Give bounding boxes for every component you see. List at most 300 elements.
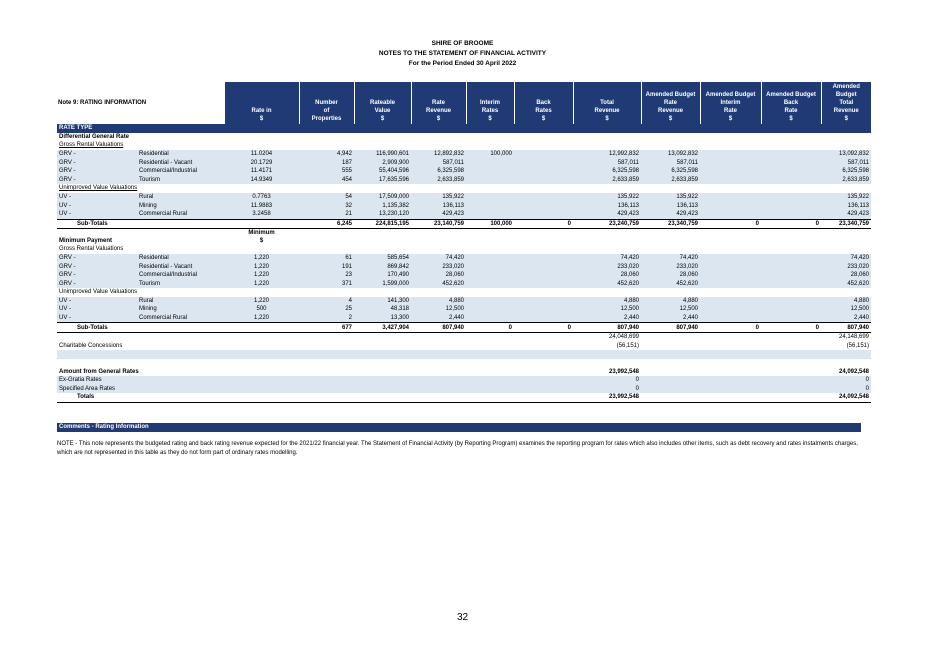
rate-description: Commercial/Industrial <box>137 167 224 176</box>
cell-num: 21 <box>299 210 354 219</box>
table-header-row <box>57 82 871 124</box>
cell-ab_int: 0 <box>700 323 761 333</box>
table-cell <box>700 333 761 342</box>
report-period: For the Period Ended 30 April 2022 <box>408 60 517 67</box>
cell-total: 135,922 <box>573 193 641 202</box>
table-cell <box>224 393 299 402</box>
cell-ab_back <box>761 176 821 185</box>
cell-ab_back <box>761 210 821 219</box>
table-cell <box>573 184 641 193</box>
table-cell <box>821 124 871 133</box>
table-cell <box>411 333 466 342</box>
column-header <box>514 82 573 124</box>
cell-ab_total: 807,940 <box>821 323 871 333</box>
table-row <box>57 262 871 271</box>
cell-total: 2,633,859 <box>573 176 641 185</box>
cell-ab_total: 74,420 <box>821 254 871 263</box>
total-revenue: 23,992,548 <box>608 368 640 375</box>
comments-heading: Comments - Rating Information <box>57 423 861 432</box>
table-cell <box>514 376 573 385</box>
cell-value: 17,509,000 <box>354 193 411 202</box>
table-cell <box>761 133 821 142</box>
column-header-line: $ <box>259 116 264 122</box>
cell-total: 74,420 <box>573 254 641 263</box>
cell-num: 555 <box>299 167 354 176</box>
column-header-line: $ <box>380 116 385 122</box>
cell-num: 187 <box>299 158 354 167</box>
table-cell <box>224 342 299 351</box>
cell-back <box>514 305 573 314</box>
table-cell <box>761 367 821 376</box>
cell-num: 4 <box>299 297 354 306</box>
cell-interim <box>466 280 514 289</box>
table-cell <box>641 393 700 402</box>
cell-ab_total: 23,340,759 <box>821 219 871 229</box>
rate-description: Commercial Rural <box>137 314 224 323</box>
table-cell <box>641 367 700 376</box>
total-revenue: (56,151) <box>616 342 640 349</box>
column-header <box>573 82 641 124</box>
cell-ab_back <box>761 254 821 263</box>
cell-value: 116,990,601 <box>354 150 411 159</box>
table-cell <box>514 359 573 368</box>
cell-rev: 28,060 <box>411 271 466 280</box>
table-row <box>57 210 871 219</box>
cell-ab_int <box>700 280 761 289</box>
rate-description: Residential <box>137 254 224 263</box>
total-revenue: 0 <box>573 376 641 385</box>
note-text: NOTE - This note represents the budgeted rating and back rating revenue expected for the 2021/22 financial year. The Statement of Financial Activity (by Reporting Program) examines the reporting program for rates which also includes other items, such as debt recovery and rates instalments charges, which are not represented in this table as they do not form part of ordinary rates modelling. <box>57 441 858 456</box>
cell-value: 869,842 <box>354 262 411 271</box>
cell-rate: 14.9349 <box>224 176 299 185</box>
column-header-line: Budget <box>835 92 857 98</box>
cell-back <box>514 314 573 323</box>
table-row <box>57 176 871 185</box>
table-cell <box>224 184 299 193</box>
table-cell <box>514 333 573 342</box>
cell-ab_back <box>761 297 821 306</box>
cell-value: 13,300 <box>354 314 411 323</box>
cell-back <box>514 158 573 167</box>
table-cell <box>641 342 700 351</box>
table-cell <box>761 385 821 394</box>
column-header-line: $ <box>605 116 609 122</box>
cell-value: 141,300 <box>354 297 411 306</box>
table-cell <box>573 133 641 142</box>
column-header-line: Rate <box>724 108 738 114</box>
cell-back: 0 <box>514 323 573 333</box>
rate-type: UV - <box>57 210 137 219</box>
cell-total: 136,113 <box>573 201 641 210</box>
cell-ab_total: 452,620 <box>821 280 871 289</box>
cell-rate: 500 <box>224 305 299 314</box>
cell-ab_total: 136,113 <box>821 201 871 210</box>
rate-description: Commercial Rural <box>137 210 224 219</box>
rate-description: Residential - Vacant <box>137 262 224 271</box>
rate-description: Mining <box>137 201 224 210</box>
summary-label <box>57 350 224 359</box>
table-cell <box>821 184 871 193</box>
table-cell <box>821 229 871 246</box>
table-cell <box>299 367 354 376</box>
section-uv2 <box>57 288 871 297</box>
table-cell <box>466 288 514 297</box>
rate-type: UV - <box>57 297 137 306</box>
table-cell <box>411 385 466 394</box>
column-header-line: Revenue <box>426 108 452 114</box>
table-cell <box>224 219 299 229</box>
cell-num: 454 <box>299 176 354 185</box>
total-revenue <box>573 350 641 359</box>
table-cell <box>700 367 761 376</box>
column-header-line: $ <box>789 116 793 122</box>
cell-ab_total: 12,500 <box>821 305 871 314</box>
amended-total <box>821 359 871 368</box>
table-cell <box>466 184 514 193</box>
cell-ab_total: 6,325,598 <box>821 167 871 176</box>
table-cell <box>514 288 573 297</box>
table-cell <box>224 245 299 254</box>
amended-total: (56,151) <box>846 342 870 349</box>
rate-type: UV - <box>57 305 137 314</box>
minimum-col-unit: $ <box>259 238 264 245</box>
table-cell <box>354 288 411 297</box>
cell-value: 585,654 <box>354 254 411 263</box>
cell-rate: 11.4171 <box>224 167 299 176</box>
cell-ab_int <box>700 167 761 176</box>
cell-ab_back <box>761 158 821 167</box>
amended-total: 24,092,548 <box>821 393 871 402</box>
table-cell <box>700 245 761 254</box>
table-cell <box>641 245 700 254</box>
cell-rate: 1,220 <box>224 297 299 306</box>
cell-interim <box>466 254 514 263</box>
report-title: NOTES TO THE STATEMENT OF FINANCIAL ACTIVITY <box>378 50 547 57</box>
total-revenue: 24,048,699 <box>608 334 640 341</box>
column-header-line: Interim <box>720 100 741 106</box>
cell-rev: 6,325,598 <box>411 167 466 176</box>
rate-description: Mining <box>137 305 224 314</box>
total-revenue <box>573 359 641 368</box>
cell-total: 2,440 <box>573 314 641 323</box>
cell-ab_rate: 12,500 <box>641 305 700 314</box>
cell-rate: 1,220 <box>224 262 299 271</box>
column-header-line: Revenue <box>833 108 859 114</box>
rate-type: UV - <box>57 201 137 210</box>
cell-ab_rate: 136,113 <box>641 201 700 210</box>
cell-rev: 587,011 <box>411 158 466 167</box>
cell-ab_int: 0 <box>700 219 761 229</box>
cell-ab_int <box>700 314 761 323</box>
rate-type: GRV - <box>57 271 137 280</box>
cell-ab_int <box>700 305 761 314</box>
cell-total: 807,940 <box>573 323 641 333</box>
cell-ab_rate: 6,325,598 <box>641 167 700 176</box>
table-cell <box>466 342 514 351</box>
table-cell <box>514 124 573 133</box>
cell-back <box>514 176 573 185</box>
section-grv-label: Gross Rental Valuations <box>59 142 124 149</box>
cell-ab_rate: 28,060 <box>641 271 700 280</box>
table-cell <box>411 367 466 376</box>
table-cell <box>299 393 354 402</box>
cell-ab_int <box>700 210 761 219</box>
rate-type: GRV - <box>57 158 137 167</box>
table-cell <box>354 245 411 254</box>
table-cell <box>299 124 354 133</box>
summary-label: Totals <box>57 393 224 402</box>
table-cell <box>700 359 761 368</box>
column-header-line: $ <box>541 116 546 122</box>
column-header-line: $ <box>728 116 733 122</box>
table-cell <box>641 133 700 142</box>
rate-description: Commercial/Industrial <box>137 271 224 280</box>
cell-ab_back <box>761 201 821 210</box>
column-header-line: Value <box>374 108 391 114</box>
column-header-line: Rates <box>481 108 499 114</box>
cell-ab_rate: 23,340,759 <box>641 219 700 229</box>
summary-label <box>57 333 224 342</box>
table-cell <box>641 350 700 359</box>
cell-rev: 807,940 <box>411 323 466 333</box>
table-cell <box>354 385 411 394</box>
table-cell <box>411 288 466 297</box>
table-row <box>57 254 871 263</box>
table-cell <box>411 141 466 150</box>
cell-interim <box>466 305 514 314</box>
cell-ab_back <box>761 167 821 176</box>
cell-ab_total: 28,060 <box>821 271 871 280</box>
column-header-line: Total <box>839 100 854 106</box>
table-cell <box>761 184 821 193</box>
cell-total: 23,240,759 <box>573 219 641 229</box>
table-cell <box>224 141 299 150</box>
cell-total: 429,423 <box>573 210 641 219</box>
subtotal-label: Sub-Totals <box>57 219 224 229</box>
section-uv2-label: Unimproved Value Valuations <box>59 289 138 296</box>
table-cell <box>299 385 354 394</box>
table-cell <box>354 367 411 376</box>
table-cell <box>224 385 299 394</box>
cell-ab_int <box>700 271 761 280</box>
section-uv <box>57 184 871 193</box>
section-minimum-label: Minimum Payment <box>59 237 113 244</box>
summary-row <box>57 333 871 342</box>
table-cell <box>514 229 573 246</box>
rate-type: GRV - <box>57 150 137 159</box>
table-cell <box>514 133 573 142</box>
table-cell <box>411 376 466 385</box>
column-header-line: Rateable <box>370 100 396 106</box>
table-cell <box>224 124 299 133</box>
cell-total: 12,992,832 <box>573 150 641 159</box>
cell-rev: 23,140,759 <box>411 219 466 229</box>
cell-ab_int <box>700 158 761 167</box>
table-cell <box>641 376 700 385</box>
table-cell <box>299 229 354 246</box>
cell-rate: 0.7763 <box>224 193 299 202</box>
cell-ab_back <box>761 150 821 159</box>
cell-num: 371 <box>299 280 354 289</box>
column-header <box>761 82 821 124</box>
table-cell <box>641 141 700 150</box>
rate-type: GRV - <box>57 254 137 263</box>
column-header-line: Amended <box>832 84 860 90</box>
table-cell <box>514 393 573 402</box>
total-revenue: 23,992,548 <box>573 393 641 402</box>
cell-rate: 3.2458 <box>224 210 299 219</box>
cell-interim <box>466 176 514 185</box>
table-cell <box>761 333 821 342</box>
column-header <box>700 82 761 124</box>
table-cell <box>411 124 466 133</box>
table-cell <box>761 342 821 351</box>
table-cell <box>761 141 821 150</box>
cell-ab_rate: 452,620 <box>641 280 700 289</box>
table-cell <box>466 333 514 342</box>
cell-ab_rate: 74,420 <box>641 254 700 263</box>
column-header-line: Number <box>315 100 338 106</box>
table-cell <box>466 385 514 394</box>
column-header-line: $ <box>844 116 848 122</box>
cell-interim <box>466 297 514 306</box>
table-cell <box>411 245 466 254</box>
table-cell <box>700 124 761 133</box>
table-cell <box>224 133 299 142</box>
summary-label: Ex-Gratia Rates <box>57 376 224 385</box>
rate-type-label: RATE TYPE <box>59 125 93 132</box>
table-cell <box>299 288 354 297</box>
cell-num: 191 <box>299 262 354 271</box>
cell-ab_back <box>761 314 821 323</box>
table-cell <box>821 133 871 142</box>
cell-interim <box>466 314 514 323</box>
rate-type: UV - <box>57 193 137 202</box>
summary-label: Specified Area Rates <box>57 385 224 394</box>
cell-ab_rate: 587,011 <box>641 158 700 167</box>
table-cell <box>411 184 466 193</box>
table-cell <box>299 141 354 150</box>
cell-rate: 1,220 <box>224 280 299 289</box>
cell-num: 2 <box>299 314 354 323</box>
column-header-line: Interim <box>480 100 501 106</box>
table-cell <box>354 333 411 342</box>
column-header <box>299 82 354 124</box>
table-cell <box>514 141 573 150</box>
summary-label: Charitable Concessions <box>59 342 123 349</box>
table-cell <box>299 333 354 342</box>
cell-rev: 12,500 <box>411 305 466 314</box>
cell-total: 452,620 <box>573 280 641 289</box>
table-row <box>57 305 871 314</box>
cell-total: 28,060 <box>573 271 641 280</box>
subtotal-label: Sub-Totals <box>57 323 224 333</box>
table-cell <box>354 393 411 402</box>
cell-back <box>514 193 573 202</box>
table-cell <box>299 350 354 359</box>
cell-back <box>514 271 573 280</box>
summary-row <box>57 385 871 394</box>
summary-label <box>57 359 224 368</box>
cell-back <box>514 297 573 306</box>
cell-interim: 100,000 <box>466 150 514 159</box>
table-cell <box>761 359 821 368</box>
column-header-line: Amended Budget <box>766 92 816 98</box>
table-cell <box>700 184 761 193</box>
amended-total: 0 <box>821 376 871 385</box>
cell-total: 12,500 <box>573 305 641 314</box>
cell-rev: 429,423 <box>411 210 466 219</box>
column-header-line: Revenue <box>594 108 620 114</box>
rate-type: GRV - <box>57 176 137 185</box>
cell-interim <box>466 167 514 176</box>
column-header-line: Rates <box>535 108 552 114</box>
table-cell <box>354 124 411 133</box>
cell-back <box>514 262 573 271</box>
cell-num: 61 <box>299 254 354 263</box>
cell-interim <box>466 201 514 210</box>
cell-ab_int <box>700 201 761 210</box>
cell-ab_total: 135,922 <box>821 193 871 202</box>
cell-ab_back: 0 <box>761 323 821 333</box>
table-cell <box>224 333 299 342</box>
cell-num: 54 <box>299 193 354 202</box>
summary-row <box>57 367 871 376</box>
cell-ab_back <box>761 280 821 289</box>
table-cell <box>641 359 700 368</box>
table-cell <box>411 393 466 402</box>
cell-num: 32 <box>299 201 354 210</box>
cell-rev: 452,620 <box>411 280 466 289</box>
cell-num: 4,942 <box>299 150 354 159</box>
table-cell <box>761 288 821 297</box>
cell-value: 17,635,596 <box>354 176 411 185</box>
column-header <box>354 82 411 124</box>
cell-rate: 1,220 <box>224 254 299 263</box>
column-header-line: Rate <box>784 108 798 114</box>
cell-ab_int <box>700 193 761 202</box>
table-cell <box>224 376 299 385</box>
table-cell <box>411 359 466 368</box>
cell-ab_rate: 233,020 <box>641 262 700 271</box>
column-header-line: Amended Budget <box>705 92 756 98</box>
summary-row <box>57 342 871 351</box>
cell-num: 677 <box>299 323 354 333</box>
cell-ab_back <box>761 305 821 314</box>
cell-rev: 4,880 <box>411 297 466 306</box>
cell-back: 0 <box>514 219 573 229</box>
note-label: Note 9: RATING INFORMATION <box>57 82 224 124</box>
cell-interim <box>466 271 514 280</box>
table-cell <box>299 245 354 254</box>
cell-total: 233,020 <box>573 262 641 271</box>
table-row <box>57 193 871 202</box>
cell-value: 13,230,120 <box>354 210 411 219</box>
table-cell <box>354 350 411 359</box>
cell-rev: 135,922 <box>411 193 466 202</box>
rate-description: Tourism <box>137 176 224 185</box>
table-cell <box>761 229 821 246</box>
table-cell <box>641 124 700 133</box>
total-revenue: 0 <box>573 385 641 394</box>
cell-total: 587,011 <box>573 158 641 167</box>
column-header <box>411 82 466 124</box>
cell-rev: 12,892,832 <box>411 150 466 159</box>
column-header-line: Total <box>600 100 614 106</box>
table-cell <box>411 229 466 246</box>
rate-description: Residential - Vacant <box>137 158 224 167</box>
rate-description: Rural <box>137 297 224 306</box>
